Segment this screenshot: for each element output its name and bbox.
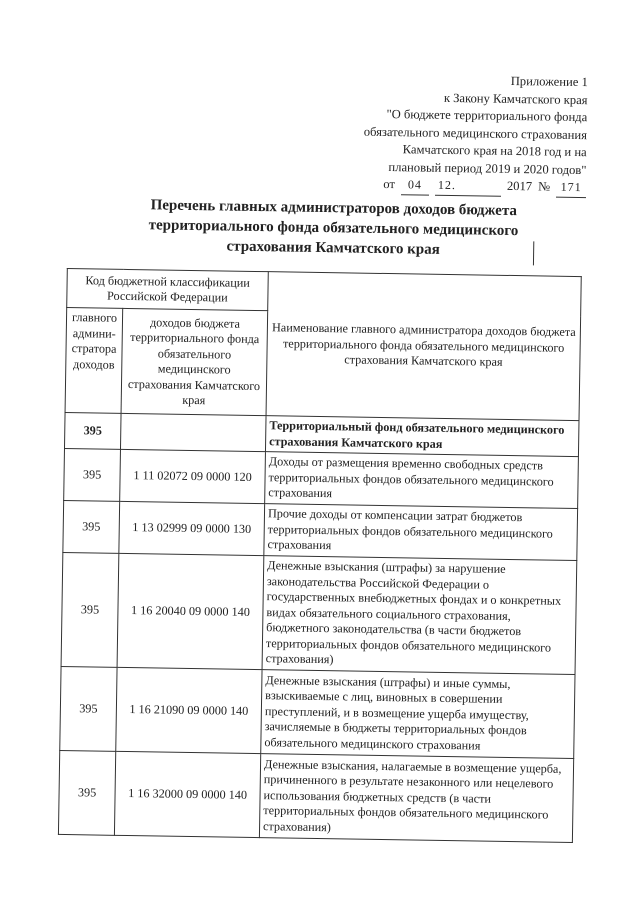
admin-name-cell: Прочие доходы от компенсации затрат бюджетов территориальных фондов обязательного медицинского страхования xyxy=(264,504,578,561)
admin-code-cell: 395 xyxy=(61,552,119,667)
income-code-cell: 1 16 32000 09 0000 140 xyxy=(114,751,260,837)
date-prefix: от xyxy=(383,176,396,192)
table-row xyxy=(61,552,577,674)
document-title xyxy=(113,195,554,262)
header-budget-classification: Код бюджетной классификации Российской Федерации xyxy=(67,269,269,311)
administrators-table xyxy=(58,268,582,843)
title-line: страхования Камчатского края xyxy=(226,238,440,258)
appendix-line: к Закону Камчатского края xyxy=(443,90,588,107)
admin-name-cell: Денежные взыскания (штрафы) и иные суммы, взыскиваемые с лиц, виновных в совершении преступлений, и в возмещение ущерба имуществу, зачисляемые в бюджеты территориальных фондов обязательного медицинского страхования xyxy=(261,670,575,759)
admin-code-cell: 395 xyxy=(63,500,120,553)
admin-code-cell: 395 xyxy=(64,412,121,449)
header-income-code: доходов бюджета территориального фонда обязательного медицинского страхования Камчатского края xyxy=(121,308,268,415)
number-sign: № xyxy=(538,179,551,194)
date-year: 2017 xyxy=(506,178,533,194)
title-line: Перечень главных администраторов доходов бюджета xyxy=(150,197,518,220)
appendix-line: плановый период 2019 и 2020 годов" xyxy=(388,159,587,177)
income-code-cell: 1 13 02999 09 0000 130 xyxy=(119,501,265,555)
admin-code-cell: 395 xyxy=(60,666,117,751)
date-month: 12. xyxy=(435,177,501,197)
pen-mark xyxy=(533,241,534,265)
admin-name-cell: Денежные взыскания (штрафы) за нарушение законодательства Российской Федерации о государственных внебюджетных фондах и о конкретных видах обязательного социального страхования, бюджетного законодательства (в части бюджетов территориальных фондов обязательного медицинского страхования) xyxy=(262,556,577,675)
title-line: территориального фонда обязательного медицинского xyxy=(148,217,519,240)
admin-name-cell: Доходы от размещения временно свободных средств территориальных фондов обязательного медицинского страхования xyxy=(265,452,579,509)
admin-code-cell: 395 xyxy=(58,750,115,835)
appendix-line: Приложение 1 xyxy=(510,73,588,90)
appendix-line: Камчатского края на 2018 год и на xyxy=(402,142,587,160)
admin-code-cell: 395 xyxy=(64,448,121,501)
income-code-cell: 1 16 20040 09 0000 140 xyxy=(117,553,264,669)
date-day: 04 xyxy=(401,176,429,195)
appendix-line: обязательного медицинского страхования xyxy=(363,124,588,142)
law-number: 171 xyxy=(556,179,586,198)
appendix-line: "О бюджете территориального фонда xyxy=(386,107,588,125)
table-row xyxy=(64,448,579,508)
income-code-cell xyxy=(120,413,266,451)
table-row xyxy=(60,666,575,758)
appendix-header xyxy=(363,71,588,198)
income-code-cell: 1 16 21090 09 0000 140 xyxy=(116,667,262,753)
admin-name-cell: Денежные взыскания, налагаемые в возмещение ущерба, причиненного в результате незаконного или нецелевого использования бюджетных средств (в части территориальных фондов обязательного медицинского страхования) xyxy=(259,754,573,843)
table-row xyxy=(63,500,578,560)
law-date-line xyxy=(363,176,586,198)
table-row xyxy=(58,750,573,842)
header-admin-name: Наименование главного администратора доходов бюджета территориального фонда обязательного медицинского страхования Камчатского края xyxy=(266,272,581,421)
header-main-admin: главного админи-стратора доходов xyxy=(65,308,123,414)
income-code-cell: 1 11 02072 09 0000 120 xyxy=(120,449,266,503)
admin-name-cell: Территориальный фонд обязательного медицинского страхования Камчатского края xyxy=(265,416,579,457)
